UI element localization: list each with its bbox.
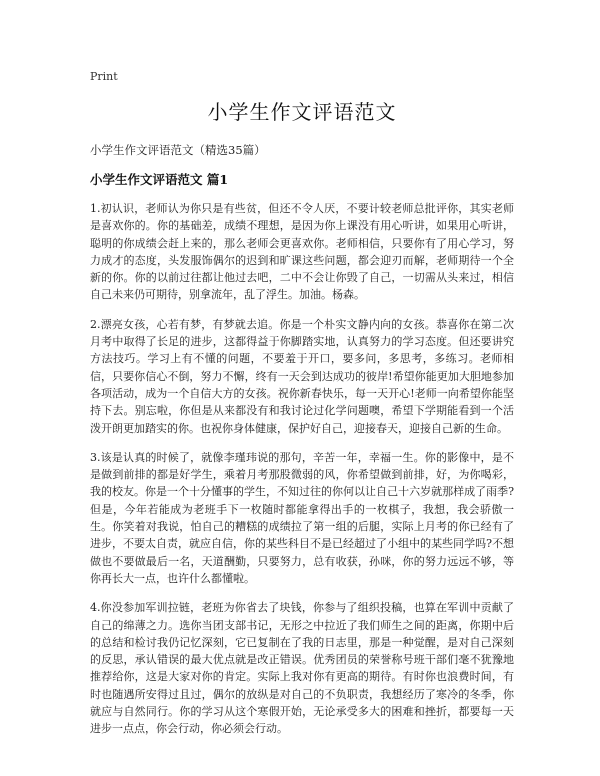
paragraph-4: 4.你没参加军训拉链，老班为你省去了块钱，你参与了组织投稿，也算在军训中贡献了自己的绵薄之力。选你当团支部书记，无形之中拉近了我们师生之间的距离，你期中后的总结和检讨我仍记忆深刻，它已复制在了我的日志里，那是一种觉醒，是对自己深刻的反思，承认错误的最大优点就是改正错误。优秀团员的荣誉称号班干部们毫不犹豫地推荐给你，这是大家对你的肯定。实际上我对你有更高的期待。有时你也浪费时间，有时也随遇所安得过且过，偶尔的放纵是对自己的不负职责，我想经历了寒冷的冬季，你就应与自然同行。你的学习从这个寒假开始，无论承受多大的困难和挫折，都要每一天进步一点点，你会行动，你必须会行动。	[90, 601, 514, 736]
paragraph-3: 3.该是认真的时候了，就像李瑾玮说的那句，辛苦一年，幸福一生。你的影像中，是不是做到前排的都是好学生，乘着月考那股微弱的风，你希望做到前排，好，为你喝彩，我的校友。你是一个十分懂事的学生，不知过往的你何以让自己十六岁就那样成了雨季?但是，今年若能成为老班手下一枚随时都能拿得出手的一枚棋子，我想，我会骄傲一生。你笑着对我说，怕自己的糟糕的成绩拉了第一组的后腿，实际上月考的你已经有了进步，不要太自责，就应自信，你的某些科目不是已经超过了小组中的某些同学吗?不想做也不要做最后一名，天道酬勤，只要努力，总有收获，孙咪，你的努力远远不够，等你再长大一点，也许什么都懂啦。	[90, 450, 514, 585]
paragraph-2: 2.漂亮女孩，心若有梦，有梦就去追。你是一个朴实文静内向的女孩。恭喜你在第二次月考中取得了长足的进步，这都得益于你脚踏实地，认真努力的学习态度。但还要讲究方法技巧。学习上有不懂的问题，不要羞于开口，要多问，多思考，多练习。老师相信，只要你信心不倒，努力不懈，终有一天会到达成功的彼岸!希望你能更加大胆地参加各项活动，成为一个自信大方的女孩。祝你新春快乐，每一天开心!老师一向希望你能坚持下去。别忘啦，你但是从来都没有和我讨论过化学问题噢，希望下学期能看到一个活泼开朗更加踏实的你。也祝你身体健康，保护好自己，迎接春天，迎接自己新的生命。	[90, 317, 514, 435]
print-label: Print	[90, 70, 118, 83]
section-heading: 小学生作文评语范文 篇1	[90, 172, 229, 187]
document-title: 小学生作文评语范文	[207, 100, 397, 124]
paragraph-1: 1.初认识，老师认为你只是有些贫，但还不令人厌，不要计较老师总批评你，其实老师是喜欢你的。你的基础差，成绩不理想，是因为你上课没有用心听讲，如果用心听讲，聪明的你成绩会赶上来的，那么老师会更喜欢你。老师相信，只要你有了用心学习，努力成才的态度，头发服饰偶尔的迟到和旷课这些问题，都会迎刃而解，老师期待一个全新的你。你的以前过往都让他过去吧，二中不会让你毁了自己，一切需从头来过，相信自己未来仍可期待，别拿流年，乱了浮生。加油。杨森。	[90, 202, 514, 302]
document-subtitle: 小学生作文评语范文（精选35篇）	[90, 143, 266, 157]
